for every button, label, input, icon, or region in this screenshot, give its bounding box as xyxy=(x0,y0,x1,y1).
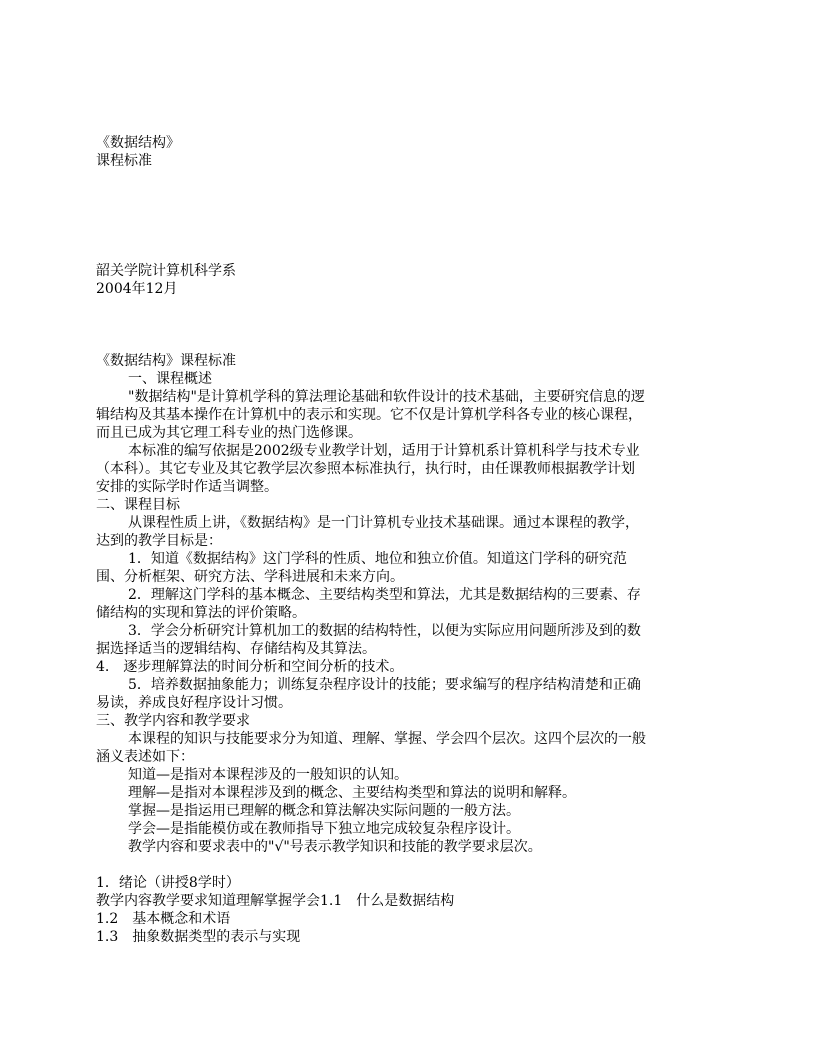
cover-department: 韶关学院计算机科学系 xyxy=(96,263,236,279)
goal-item-line: 易读，养成良好程序设计习惯。 xyxy=(96,695,292,711)
section-2-title: 二、课程目标 xyxy=(96,497,180,513)
level-definition: 学会—是指能模仿或在教师指导下独立地完成较复杂程序设计。 xyxy=(128,821,520,837)
paragraph-line: （本科）。其它专业及其它教学层次参照本标准执行，执行时，由任课教师根据教学计划 xyxy=(96,461,635,477)
goal-item-line: 5．培养数据抽象能力；训练复杂程序设计的技能；要求编写的程序结构清楚和正确 xyxy=(128,677,641,693)
level-definition: 掌握—是指运用已理解的概念和算法解决实际问题的一般方法。 xyxy=(128,803,520,819)
level-definition: 教学内容和要求表中的"√"号表示教学知识和技能的教学要求层次。 xyxy=(128,839,542,855)
paragraph-line: 而且已成为其它理工科专业的热门选修课。 xyxy=(96,425,362,441)
paragraph-line: 本课程的知识与技能要求分为知道、理解、掌握、学会四个层次。这四个层次的一般 xyxy=(128,731,646,747)
goal-item-line: 2．理解这门学科的基本概念、主要结构类型和算法，尤其是数据结构的三要素、存 xyxy=(128,587,641,603)
goal-item-line: 4. 逐步理解算法的时间分析和空间分析的技术。 xyxy=(96,659,404,675)
goal-item-line: 据选择适当的逻辑结构、存储结构及其算法。 xyxy=(96,641,376,657)
level-definition: 理解—是指对本课程涉及到的概念、主要结构类型和算法的说明和解释。 xyxy=(128,785,576,801)
paragraph-line: 从课程性质上讲，《数据结构》是一门计算机专业技术基础课。通过本课程的教学， xyxy=(128,515,639,531)
goal-item-line: 3．学会分析研究计算机加工的数据的结构特性，以便为实际应用问题所涉及到的数 xyxy=(128,623,641,639)
table-row: 1.2 基本概念和术语 xyxy=(96,911,231,927)
goal-item-line: 储结构的实现和算法的评价策略。 xyxy=(96,605,306,621)
goal-item-line: 1．知道《数据结构》这门学科的性质、地位和独立价值。知道这门学科的研究范 xyxy=(128,551,627,567)
paragraph-line: 本标准的编写依据是2002级专业教学计划，适用于计算机系计算机科学与技术专业 xyxy=(128,443,640,459)
paragraph-line: 安排的实际学时作适当调整。 xyxy=(96,479,278,495)
section-3-title: 三、教学内容和教学要求 xyxy=(96,713,250,729)
paragraph-line: "数据结构"是计算机学科的算法理论基础和软件设计的技术基础，主要研究信息的逻 xyxy=(128,389,645,405)
paragraph-line: 达到的教学目标是： xyxy=(96,533,222,549)
document-heading: 《数据结构》课程标准 xyxy=(96,353,236,369)
chapter-heading: 1．绪论（讲授8学时） xyxy=(96,875,240,891)
cover-subtitle: 课程标准 xyxy=(96,153,152,169)
goal-item-line: 围、分析框架、研究方法、学科进展和未来方向。 xyxy=(96,569,404,585)
cover-date: 2004年12月 xyxy=(96,281,178,297)
level-definition: 知道—是指对本课程涉及的一般知识的认知。 xyxy=(128,767,408,783)
paragraph-line: 涵义表述如下： xyxy=(96,749,194,765)
table-row: 1.3 抽象数据类型的表示与实现 xyxy=(96,929,301,945)
section-1-title: 一、课程概述 xyxy=(128,371,212,387)
table-row: 教学内容教学要求知道理解掌握学会1.1 什么是数据结构 xyxy=(96,893,455,909)
cover-title: 《数据结构》 xyxy=(96,135,180,151)
paragraph-line: 辑结构及其基本操作在计算机中的表示和实现。它不仅是计算机学科各专业的核心课程， xyxy=(96,407,642,423)
